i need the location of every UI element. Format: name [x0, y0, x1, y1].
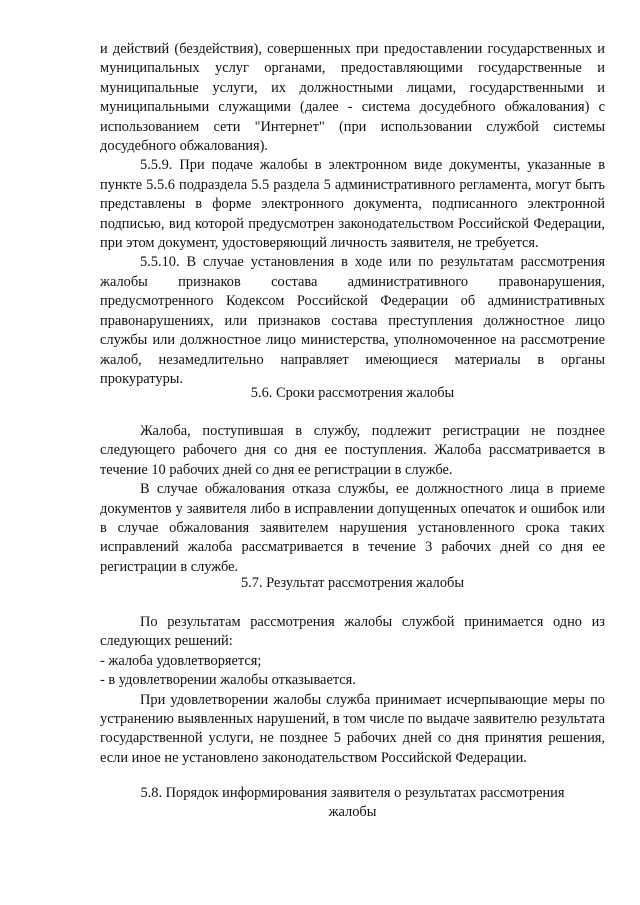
section-5-5-continuation: [100, 40, 605, 389]
section-5-6-body: [100, 422, 605, 577]
section-5-7-body: [100, 613, 605, 768]
paragraph-continuation: и действий (бездействия), совершенных при предоставлении государственных и муниципальных услуг органами, предоставляющими государственные и муниципальные услуги, их должностными лицами, государственными и муниципальными служащими (далее - система досудебного обжалования) с использованием сети "Интернет" (при использовании службой системы досудебного обжалования).: [100, 41, 605, 155]
heading-5-8-line2: жалобы: [328, 804, 377, 821]
paragraph-refusal-appeal: В случае обжалования отказа службы, ее должностного лица в приеме документов у заявителя либо в исправлении допущенных опечаток и ошибок или в случае обжалования заявителем нарушения установленного срока таких исправлений жалоба рассматривается в течение 3 рабочих дней со дня ее регистрации в службе.: [100, 481, 605, 575]
paragraph-registration: Жалоба, поступившая в службу, подлежит регистрации не позднее следующего рабочего дня со дня ее поступления. Жалоба рассматривается в течение 10 рабочих дней со дня ее регистрации в службе.: [100, 423, 605, 478]
heading-5-8: [100, 784, 605, 823]
heading-5-8-line1: 5.8. Порядок информирования заявителя о результатах рассмотрения: [140, 785, 565, 801]
list-item-satisfied: - жалоба удовлетворяется;: [100, 652, 262, 669]
paragraph-decisions-intro: По результатам рассмотрения жалобы службой принимается одно из следующих решений:: [100, 614, 605, 650]
paragraph-remedy: При удовлетворении жалобы служба принимает исчерпывающие меры по устранению выявленных нарушений, в том числе по выдаче заявителю результата государственной услуги, не позднее 5 рабочих дней со дня принятия решения, если иное не установлено законодательством Российской Федерации.: [100, 691, 605, 766]
paragraph-5-5-9: 5.5.9. При подаче жалобы в электронном виде документы, указанные в пункте 5.5.6 подраздела 5.5 раздела 5 административного регламента, могут быть представлены в форме электронного документа, подписанного электронной подписью, вид которой предусмотрен законодательством Российской Федерации, при этом документ, удостоверяющий личность заявителя, не требуется.: [100, 157, 605, 252]
list-item-refused: - в удовлетворении жалобы отказывается.: [100, 672, 356, 689]
paragraph-5-5-10: 5.5.10. В случае установления в ходе или по результатам рассмотрения жалобы признаков состава административного правонарушения, предусмотренного Кодексом Российской Федерации об административных правонарушениях, или признаков состава преступления должностное лицо службы или должностное лицо министерства, уполномоченное на рассмотрение жалоб, незамедлительно направляет имеющиеся материалы в органы прокуратуры.: [100, 254, 605, 387]
heading-5-6: 5.6. Сроки рассмотрения жалобы: [250, 385, 455, 401]
heading-5-7: 5.7. Результат рассмотрения жалобы: [240, 575, 465, 591]
